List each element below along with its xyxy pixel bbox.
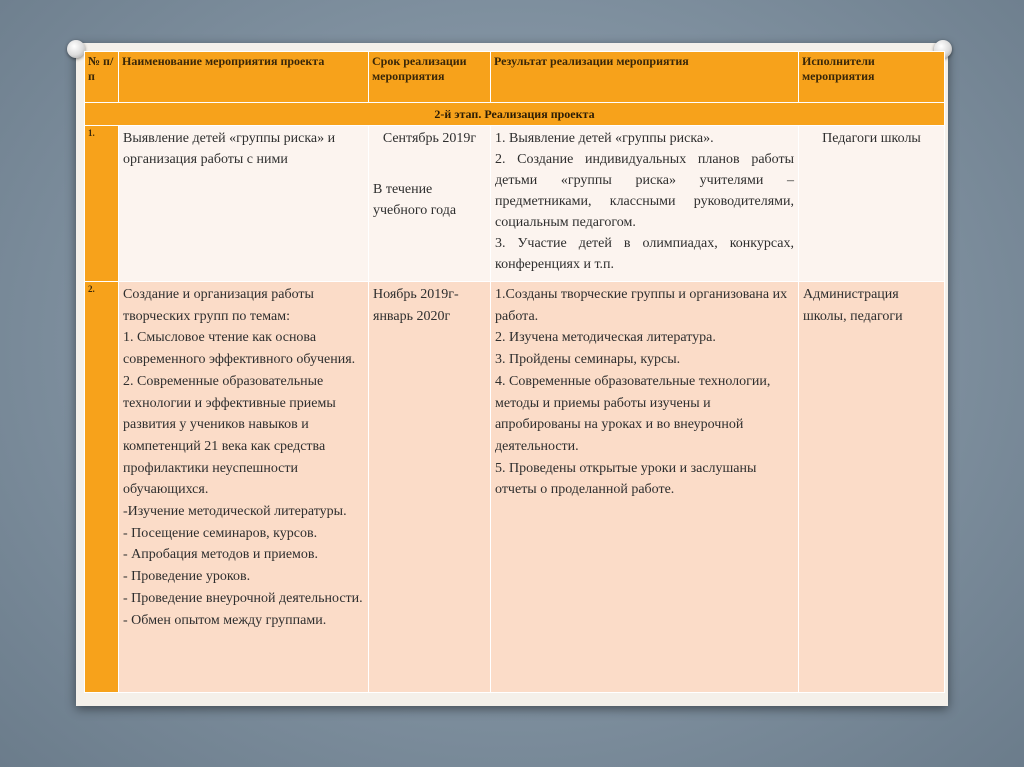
result-item: 4. Современные образовательные технологии, методы и приемы работы изучены и апробированы на уроках и во внеурочной деятельности. (495, 373, 771, 454)
name-line: Создание и организация работы творческих групп по темам: (123, 287, 314, 324)
activity-term: Ноябрь 2019г-январь 2020г (369, 282, 491, 693)
table-row (85, 126, 945, 282)
term-text: Сентябрь 2019г (382, 131, 477, 146)
spacer (373, 149, 486, 179)
header-term: Срок реализации мероприятия (369, 52, 491, 103)
project-plan-table (84, 51, 945, 693)
result-item: 3. Пройдены семинары, курсы. (495, 352, 681, 368)
header-name: Наименование мероприятия проекта (119, 52, 369, 103)
term-text: В течение учебного года (373, 182, 457, 218)
name-line: - Проведение внеурочной деятельности. (123, 590, 363, 606)
table-row (85, 282, 945, 693)
activity-executors: Администрация школы, педагоги (799, 282, 945, 693)
activity-executors: Педагоги школы (799, 126, 945, 282)
row-number: 1. (85, 126, 119, 282)
activity-term (369, 126, 491, 282)
name-line: 1. Смысловое чтение как основа современного эффективного обучения. (123, 330, 356, 368)
name-line: -Изучение методической литературы. (123, 504, 347, 520)
table-header-row (85, 52, 945, 103)
result-item: 5. Проведены открытые уроки и заслушаны отчеты о проделанной работе. (495, 460, 757, 498)
activity-results (491, 282, 799, 693)
result-item: 1.Созданы творческие группы и организована их работа. (495, 287, 788, 324)
activity-name: Выявление детей «группы риска» и организация работы с ними (119, 126, 369, 282)
stage-row (85, 103, 945, 126)
name-line: - Посещение семинаров, курсов. (123, 525, 318, 541)
stage-title: 2-й этап. Реализация проекта (85, 103, 945, 126)
result-item: 2. Создание индивидуальных планов работы детьми «группы риска» учителями – предметниками, классными руководителями, социальным педагогом. (495, 152, 794, 230)
result-item: 2. Изучена методическая литература. (495, 330, 716, 346)
header-result: Результат реализации мероприятия (491, 52, 799, 103)
activity-name (119, 282, 369, 693)
row-number: 2. (85, 282, 119, 693)
result-item: 3. Участие детей в олимпиадах, конкурсах, конференциях и т.п. (495, 236, 794, 272)
activity-results (491, 126, 799, 282)
header-executors: Исполнители мероприятия (799, 52, 945, 103)
name-line: 2. Современные образовательные технологии и эффективные приемы развития у учеников навыков и компетенций 21 века как средства профилактики неуспешности обучающихся. (123, 373, 336, 498)
name-line: - Проведение уроков. (123, 569, 251, 585)
name-line: - Обмен опытом между группами. (123, 612, 327, 628)
pin-icon (67, 40, 85, 58)
name-line: - Апробация методов и приемов. (123, 547, 319, 563)
header-num: № п/п (85, 52, 119, 103)
result-item: 1. Выявление детей «группы риска». (495, 131, 714, 146)
